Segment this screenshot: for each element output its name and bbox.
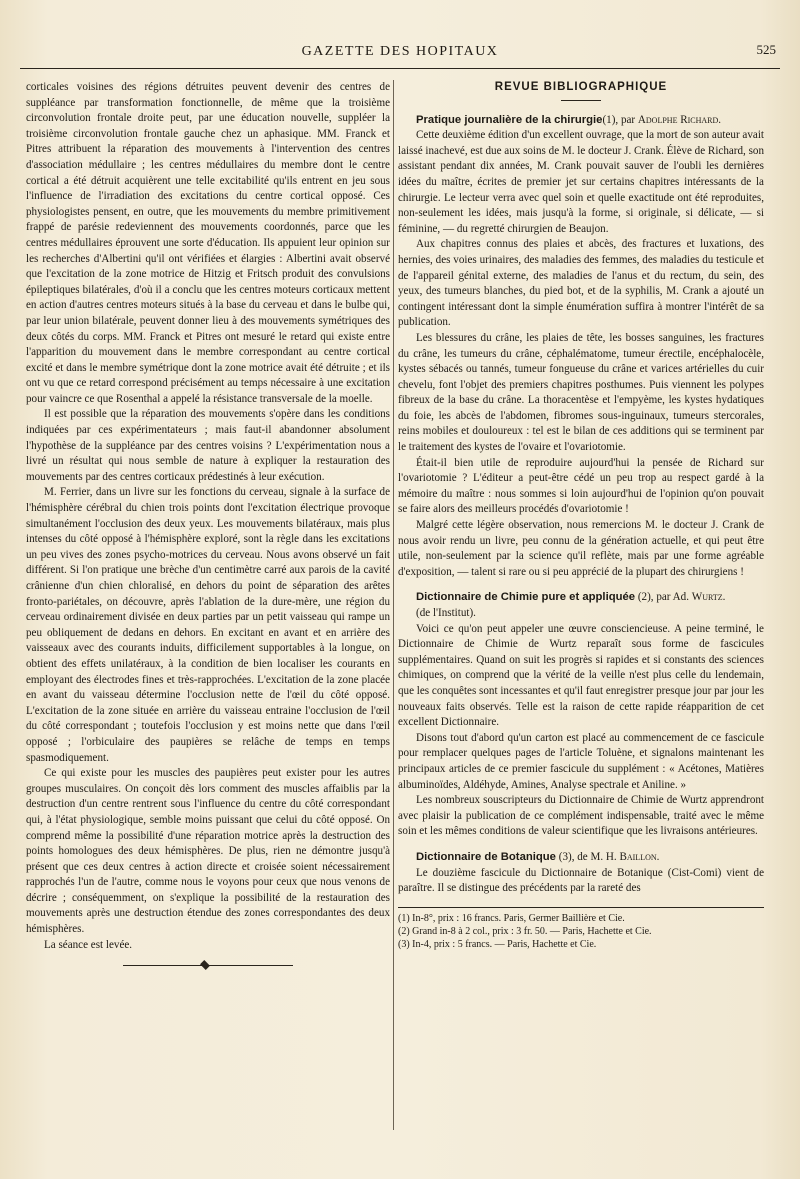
- paragraph: Les nombreux souscripteurs du Dictionnaire de Chimie de Wurtz apprendront avec plaisir la publication de ce complément indispensable, traité avec le même soin et les mêmes conditions de valeur scientifique que les livraisons antérieures.: [398, 794, 764, 838]
- right-column: [398, 80, 764, 951]
- footnote-ref: (3), de M. H.: [555, 850, 620, 863]
- review-heading: [398, 590, 764, 606]
- paragraph: Les blessures du crâne, les plaies de tête, les bosses sanguines, les fractures du crâne, les tumeurs du crâne, céphalématome, tumeur érectile, encéphalocèle, kystes sébacés ou tannés, tumeur fongueuse du crâne et varices artérielles du cuir chevelu, font l'objet des premiers chapitres posthumes. Puis viennent les polypes fibreux de la base du crâne. La thoracentèse et l'empyème, les kystes hydatiques du foie, les abcès de l'abdomen, fibromes sous-inguinaux, tumeurs stercorales, reins mobiles et douloureux : tel est le bilan de ces additions qui se terminent par le traitement des kystes de l'ovaire et l'ovariotomie.: [398, 331, 764, 454]
- section-end-ornament: [123, 961, 293, 969]
- paragraph: Ce qui existe pour les muscles des paupières peut exister pour les autres groupes musculaires. On conçoit dès lors comment des muscles affaiblis par la destruction d'un centre rentrent sous l'influence du centre du côté correspondant qui, à l'état physiologique, semble moins puissant que celui du côté opposé. On comprend même la possibilité d'une réparation motrice après la destruction des points homologues des deux hémisphères. De plus, rien ne démontre jusqu'à présent que ces deux centres à action directe et croisée soient nécessairement rapprochés l'un de l'autre, comme nous le voyons pour ceux que nous venons de décrire ; conséquemment, on s'explique la possibilité de la restauration des mouvements après une destruction étendue des zones correspondantes des deux hémisphères.: [26, 767, 390, 936]
- footnote: (2) Grand in-8 à 2 col., prix : 3 fr. 50. — Paris, Hachette et Cie.: [398, 925, 652, 937]
- footnote-ref: (2), par Ad.: [635, 591, 692, 604]
- paragraph: M. Ferrier, dans un livre sur les fonctions du cerveau, signale à la surface de l'hémisphère cérébral du chien trois points dont l'excitation électrique provoque simultanément l'occlusion des deux yeux. Les mouvements bilatéraux, mais plus intenses du côté opposé à l'hémisphère exploré, sont la règle dans les excitations un peu vives des zones psycho-motrices du cerveau. Nous avons observé un fait différent. Si l'on pratique une brèche d'un centimètre carré aux parois de la cavité crânienne d'un chien chloralisé, en dehors du point de séparation des arêtes fronto-pariétales, on découvre, après l'ablation de la dure-mère, une région du cerveau ordinairement divisée en deux parties par un petit vaisseau qui rampe un peu obliquement de dedans en dehors. En excitant en avant et en arrière des vaisseaux avec des courants induits, difficilement supportables à la longue, on obtient des effets unilatéraux, à la condition de bien localiser les courants en employant des électrodes fines et très-rapprochées. L'excitation de la zone placée en avant du vaisseau détermine l'occlusion nette de l'œil du côté opposé. L'excitation de la zone située en arrière du vaisseau entraine l'occlusion de l'œil du côté correspondant ; toutefois l'occlusion y est moins nette que dans l'œil opposé ; l'orbiculaire des paupières se relâche de temps en temps spasmodiquement.: [26, 486, 390, 764]
- paragraph: Malgré cette légère observation, nous remercions M. le docteur J. Crank de nous avoir rendu un livre, peu connu de la génération actuelle, et qui peut être utile, non-seulement par la science qu'il reflète, mais par une forme agréable d'exposition, — talent si rare ou si peu apprécié de la plupart des chirurgiens !: [398, 519, 764, 578]
- footnote: (3) In-4, prix : 5 francs. — Paris, Hachette et Cie.: [398, 938, 597, 950]
- title-rule: [561, 100, 601, 101]
- review-heading: [398, 850, 764, 866]
- left-column: [26, 80, 390, 969]
- paragraph: corticales voisines des régions détruites peuvent devenir des centres de suppléance par transformation fonctionnelle, de même que la troisième circonvolution frontale droite peut, par une éducation nouvelle, suppléer la troisième circonvolution frontale gauche chez un aphasique. MM. Franck et Pitres attribuent la réparation des mouvements à l'intervention des centres d'association médullaire ; les centres médullaires du membre dont le centre cortical a été détruit acquièrent une telle excitabilité qu'ils entrent en jeu sous l'influence de l'irradiation des excitations du centre cortical opposé. Ces physiologistes pensent, en outre, que les mouvements du membre primitivement frappé de parésie redeviennent des mouvements coordonnés, parce que les centres médullaires éprouvent une sorte d'éducation. Ils appuient leur opinion sur les recherches d'Albertini qu'il ont vérifiées et élargies : Albertini avait observé que l'excitation de la zone motrice de Hitzig et Fritsch produit des convulsions épileptiques bilatérales, d'où il a conclu que les centres moteurs corticaux mettent en action d'autres centres moteurs situés à la base du cerveau et dans le bulbe qui, par leur union bilatérale, peuvent donner lieu à des mouvements symétriques des deux côtés du corps. MM. Franck et Pitres ont mesuré le retard qui existe entre l'apparition du mouvement dans le membre correspondant au centre cortical excité et dans le membre symétrique dont la zone motrice avait été détruite ; et ils ont vu que ce retard correspond précisément au temps nécessaire à une excitation pour vaincre ce que Rosenthal a appelé la résistance transversale de la moelle.: [26, 81, 390, 405]
- closing-line: La séance est levée.: [44, 938, 133, 951]
- paragraph: Aux chapitres connus des plaies et abcès, des fractures et luxations, des hernies, des voies urinaires, des maladies des femmes, des maladies du testicule et de l'appareil génital externe, des maladies de l'anus et du rectum, du sein, des yeux, des tumeurs blanches, du pied bot, et de la syphilis, M. Crank a ajouté un contingent intéressant dont la simple énumération suffira à montrer l'intérêt de sa publication.: [398, 238, 764, 329]
- review-heading: [398, 113, 764, 129]
- footnote-rule: [398, 907, 764, 908]
- paragraph: Le douzième fascicule du Dictionnaire de Botanique (Cist-Comi) vient de paraître. Il se distingue des précédents par la rareté des: [398, 866, 764, 895]
- book-author: Wurtz.: [691, 591, 726, 604]
- paragraph: Disons tout d'abord qu'un carton est placé au commencement de ce fascicule pour remplacer quelques pages de l'article Toluène, et signalons maintenant les principaux articles de ce premier fascicule du supplément : « Acétones, Matières albuminoïdes, Aldéhyde, Amines, Analyse spectrale et Aniline. »: [398, 731, 764, 791]
- section-title: REVUE BIBLIOGRAPHIQUE: [494, 81, 668, 93]
- book-title: Dictionnaire de Botanique: [416, 850, 556, 863]
- page-title: GAZETTE DES HOPITAUX: [301, 44, 499, 59]
- paragraph: Était-il bien utile de reproduire aujourd'hui la pensée de Richard sur l'ovariotomie ? L'éditeur a peut-être cédé un peu trop au respect gardé à la mémoire du maître : nous sommes si loin aujourd'hui de l'opinion qu'on pouvait se faire alors des meilleurs procédés d'ovariotomie !: [398, 456, 764, 516]
- paragraph: Il est possible que la réparation des mouvements s'opère dans les conditions indiquées par ces expérimentateurs ; mais faut-il abandonner absolument l'hypothèse de la suppléance par des centres voisins ? L'expérimentation nous a livré un résultat qui nous semble de nature à expliquer la restauration des mouvements par des centres corticaux prédestinés à leur exécution.: [26, 408, 390, 483]
- page-number: 525: [756, 42, 776, 57]
- paragraph: Cette deuxième édition d'un excellent ouvrage, que la mort de son auteur avait laissé inachevé, est due aux soins de M. le docteur J. Crank. Élève de Richard, son assistant pendant dix années, M. Crank pouvait sauver de l'oubli les dernières idées du maître, écrites de premier jet sur certains chapitres intéressants de la chirurgie. Le lecteur verra avec quel soin et quelle exactitude ont été reproduites, non-seulement les idées, mais jusqu'à la forme, si originale, si délicate, — si féminine, — du regretté chirurgien de Beaujon.: [398, 129, 764, 235]
- footnote-ref: (1), par: [602, 113, 638, 126]
- page-header: [20, 38, 780, 69]
- book-author: Adolphe Richard.: [637, 113, 722, 126]
- book-title: Pratique journalière de la chirurgie: [416, 113, 603, 126]
- book-subtitle: (de l'Institut).: [416, 607, 476, 619]
- footnote: (1) In-8°, prix : 16 francs. Paris, Germer Baillière et Cie.: [398, 912, 625, 924]
- paragraph: Voici ce qu'on peut appeler une œuvre consciencieuse. A peine terminé, le Dictionnaire de Chimie de Wurtz reparaît sous forme de fascicules supplémentaires. Quand on suit les progrès si rapides et si constants des sciences chimiques, on comprend que la vérité de la veille n'est plus celle du lendemain, que les conquêtes sont incessantes et qu'il faut enregistrer presque jour par jour les nouveaux faits observés. Telle est la raison de cette rapide réapparition de cet excellent Dictionnaire.: [398, 622, 764, 729]
- book-author: Baillon.: [619, 850, 660, 863]
- column-divider: [393, 80, 394, 1130]
- book-title: Dictionnaire de Chimie pure et appliquée: [416, 591, 636, 604]
